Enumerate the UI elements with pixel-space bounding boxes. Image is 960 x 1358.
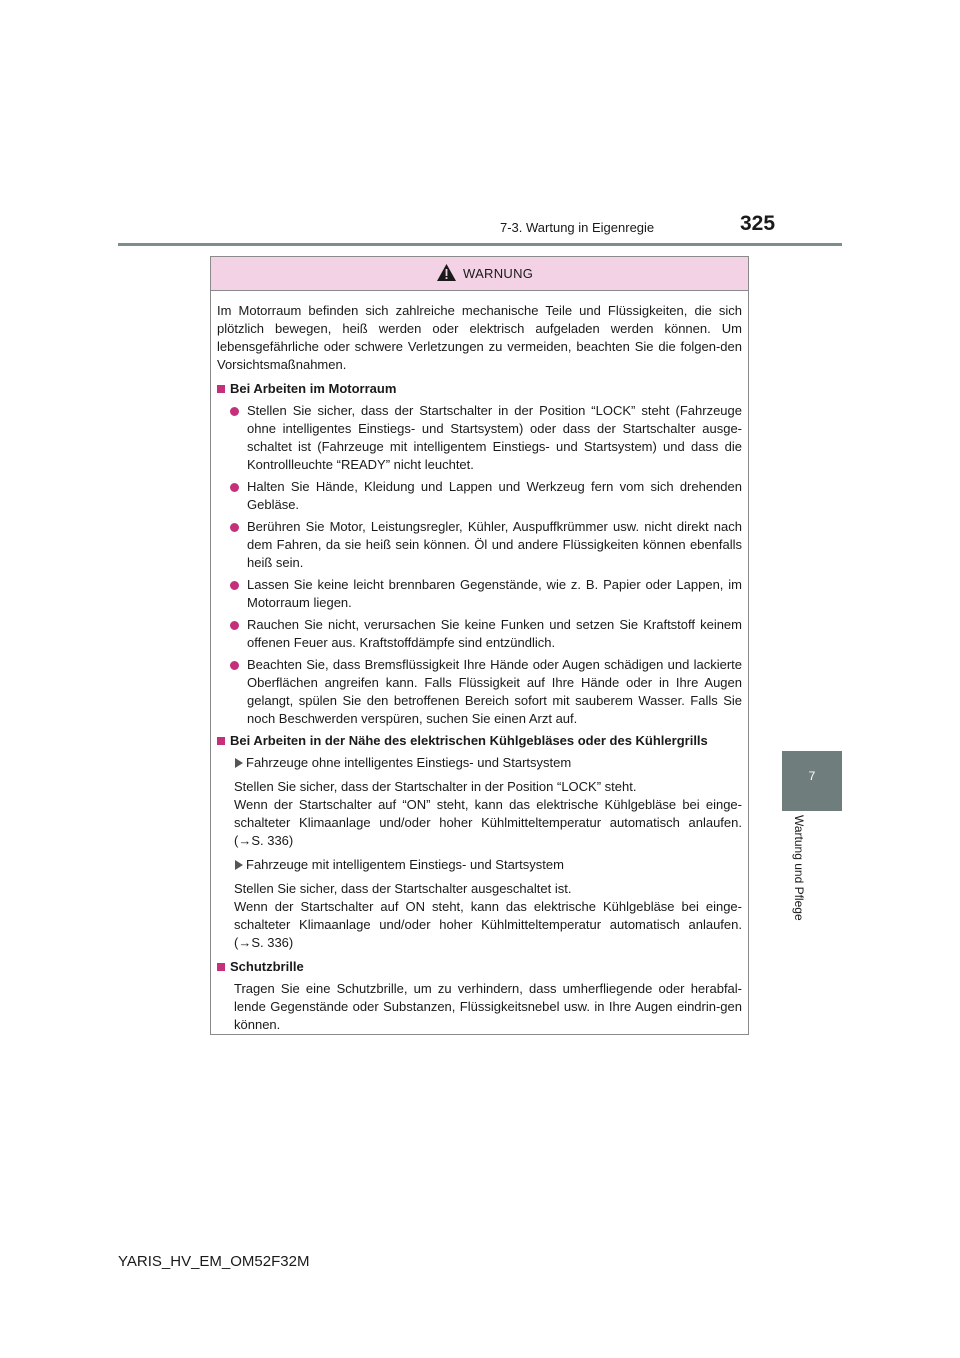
- bullet-item: [217, 576, 742, 612]
- subheading: [217, 754, 742, 772]
- section-title: Bei Arbeiten im Motorraum: [230, 381, 397, 396]
- warning-header: [211, 257, 748, 291]
- bullet-text: Lassen Sie keine leicht brennbaren Gegenstände, wie z. B. Papier oder Lappen, im Motorraum liegen.: [247, 577, 742, 610]
- square-bullet-icon: [217, 963, 225, 971]
- subheading-text: Fahrzeuge mit intelligentem Einstiegs- und Startsystem: [246, 857, 564, 872]
- chapter-tab: [782, 751, 842, 811]
- instruction-text: [217, 778, 742, 850]
- bullet-text: Rauchen Sie nicht, verursachen Sie keine Funken und setzen Sie Kraftstoff keinem offenen Feuer aus. Kraftstoffdämpfe sind entzündlich.: [247, 617, 742, 650]
- bullet-text: Stellen Sie sicher, dass der Startschalter in der Position “LOCK” steht (Fahrzeuge ohne intelligentes Einstiegs- und Startsystem) oder dass der Startschalter ausge-schaltet ist (Fahrzeuge mit intelligentem Einstiegs- und Startsystem) und dass die Kontrollleuchte “READY” nicht leuchtet.: [247, 403, 742, 472]
- instruction-line: Stellen Sie sicher, dass der Startschalter ausgeschaltet ist.: [234, 881, 572, 896]
- page-number: 325: [740, 212, 776, 235]
- warning-intro: Im Motorraum befinden sich zahlreiche mechanische Teile und Flüssigkeiten, die sich plötzlich bewegen, heiß werden oder elektrisch aufgeladen werden können. Um lebensgefährliche oder schwere Verletzungen zu vermeiden, beachten Sie die folgen-den Vorsichtsmaßnahmen.: [217, 303, 742, 372]
- circle-bullet-icon: [230, 661, 239, 670]
- subheading: [217, 856, 742, 874]
- arrow-right-icon: [235, 860, 243, 870]
- section-heading: [217, 958, 742, 976]
- warning-box: [210, 256, 749, 1035]
- chapter-title: Wartung und Pflege: [792, 815, 806, 921]
- header-section-title: 7-3. Wartung in Eigenregie: [500, 220, 655, 235]
- section-heading: [217, 380, 742, 398]
- instruction-line: Wenn der Startschalter auf “ON” steht, kann das elektrische Kühlgebläse bei einge-schalteter Klimaanlage und/oder hoher Kühlmitteltemperatur automatisch anlaufen. (→S. 336): [234, 797, 742, 848]
- bullet-item: [217, 616, 742, 652]
- square-bullet-icon: [217, 385, 225, 393]
- arrow-right-icon: [235, 758, 243, 768]
- chapter-side-label: [782, 811, 818, 941]
- square-bullet-icon: [217, 737, 225, 745]
- document-code: YARIS_HV_EM_OM52F32M: [118, 1253, 310, 1270]
- bullet-item: [217, 656, 742, 728]
- warning-triangle-icon: [436, 263, 457, 282]
- instruction-text: [217, 880, 742, 952]
- bullet-item: [217, 518, 742, 572]
- instruction-line: Stellen Sie sicher, dass der Startschalter in der Position “LOCK” steht.: [234, 779, 637, 794]
- chapter-number: 7: [808, 769, 816, 783]
- bullet-text: Halten Sie Hände, Kleidung und Lappen und Werkzeug fern vom sich drehenden Gebläse.: [247, 479, 742, 512]
- subheading-text: Fahrzeuge ohne intelligentes Einstiegs- und Startsystem: [246, 755, 572, 770]
- bullet-text: Berühren Sie Motor, Leistungsregler, Kühler, Auspuffkrümmer usw. nicht direkt nach dem Fahren, da sie heiß sein können. Öl und andere Flüssigkeiten können ebenfalls heiß sein.: [247, 519, 742, 570]
- instruction-line: Wenn der Startschalter auf ON steht, kann das elektrische Kühlgebläse bei einge-schalteter Klimaanlage und/oder hoher Kühlmitteltemperatur automatisch anlaufen. (→S. 336): [234, 899, 742, 950]
- warning-body: [211, 291, 748, 1034]
- circle-bullet-icon: [230, 483, 239, 492]
- section-heading: [217, 732, 742, 750]
- bullet-item: [217, 402, 742, 474]
- circle-bullet-icon: [230, 581, 239, 590]
- bullet-text: Beachten Sie, dass Bremsflüssigkeit Ihre Hände oder Augen schädigen und lackierte Oberflächen angreifen kann. Falls Flüssigkeit auf Ihre Hände oder in Ihre Augen gelangt, spülen Sie den betroffenen Bereich sofort mit sauberem Wasser. Falls Sie noch Beschwerden verspüren, suchen Sie einen Arzt auf.: [247, 657, 742, 726]
- circle-bullet-icon: [230, 523, 239, 532]
- warning-title: WARNUNG: [463, 266, 534, 281]
- circle-bullet-icon: [230, 407, 239, 416]
- section-title: Schutzbrille: [230, 959, 304, 974]
- bullet-item: [217, 478, 742, 514]
- circle-bullet-icon: [230, 621, 239, 630]
- section-title: Bei Arbeiten in der Nähe des elektrischen Kühlgebläses oder des Kühlergrills: [230, 733, 708, 748]
- instruction-text: Tragen Sie eine Schutzbrille, um zu verhindern, dass umherfliegende oder herabfal-lende Gegenstände oder Substanzen, Flüssigkeitsnebel usw. in Ihre Augen eindrin-gen können.: [234, 981, 742, 1032]
- header-rule: [118, 243, 842, 246]
